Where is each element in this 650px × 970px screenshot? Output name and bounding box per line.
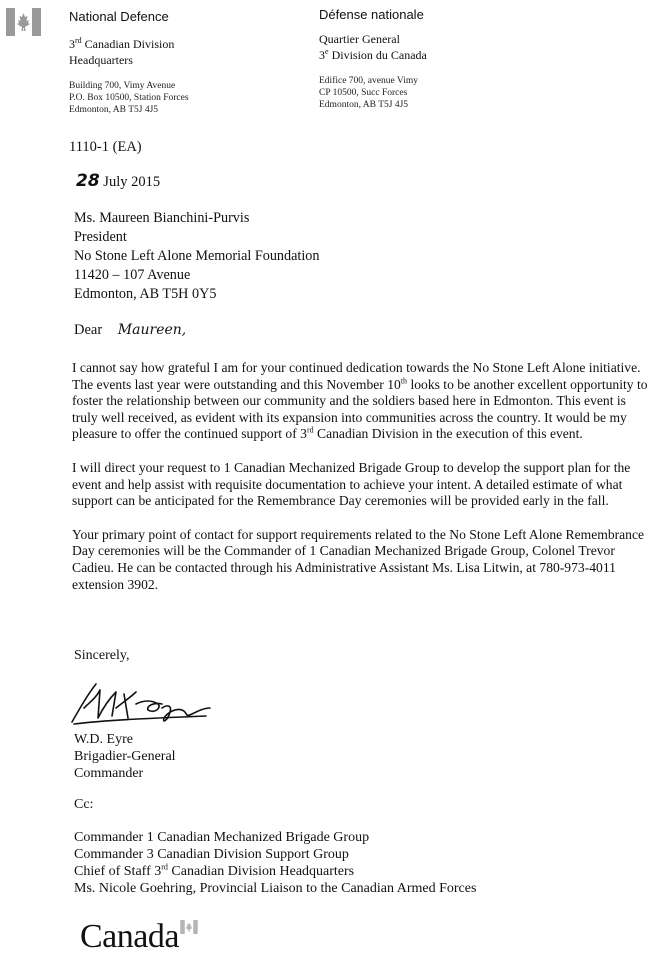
recipient-city: Edmonton, AB T5H 0Y5 (74, 286, 217, 302)
salutation: Dear Maureen, (74, 322, 187, 338)
unit-name-en: 3rd Canadian Division Headquarters (69, 36, 175, 67)
canada-flag-icon (6, 8, 41, 36)
cc-label: Cc: (74, 797, 94, 812)
recipient-address (74, 209, 320, 304)
department-name-en: National Defence (69, 9, 169, 24)
department-name-fr: Défense nationale (319, 7, 424, 22)
signer-role: Commander (74, 766, 144, 781)
paragraph-2: I will direct your request to 1 Canadian Mechanized Brigade Group to develop the support plan for the event and help assist with requisite documentation to achieve your intent. A detailed estimate of what support can be anticipated for the Remembrance Day ceremonies will be provided early in the fall. (72, 459, 631, 509)
handwritten-day: 28 (76, 171, 100, 191)
file-reference: 1110-1 (EA) (69, 139, 142, 155)
cc-line: Ms. Nicole Goehring, Provincial Liaison to the Canadian Armed Forces (74, 881, 477, 896)
recipient-street: 11420 – 107 Avenue (74, 267, 191, 283)
unit-name-fr: Quartier General 3e Division du Canada (319, 32, 427, 62)
wordmark-flag-icon (178, 920, 200, 934)
letter-body (72, 360, 648, 593)
paragraph-3: Your primary point of contact for support requirements related to the No Stone Left Alone Remembrance Day ceremonies will be the Commander of 1 Canadian Mechanized Brigade Group, Colonel Trevor Cadieu. He can be contacted through his Administrative Assistant Ms. Lisa Litwin, at 780-973-4011 extension 3902. (72, 526, 645, 592)
closing: Sincerely, (74, 648, 130, 663)
canada-wordmark: Canada (80, 918, 179, 955)
letter-date: 28 July 2015 (76, 171, 161, 191)
signer-name: W.D. Eyre (74, 732, 133, 747)
paragraph-1: I cannot say how grateful I am for your continued dedication towards the No Stone Left Alone initiative. The events last year were outstanding and this November 10th looks to be another excellent opportunity to foster the relationship between our community and the soldiers based here in Edmonton. This event is truly well received, as evident with its expansion into communities across the country. It would be my pleasure to offer the continued support of 3rd Canadian Division in the execution of this event. (72, 360, 648, 442)
cc-line: Commander 3 Canadian Division Support Group (74, 847, 349, 862)
handwritten-signature (66, 678, 216, 728)
handwritten-recipient-name: Maureen, (117, 322, 187, 338)
recipient-title: President (74, 229, 127, 245)
recipient-name: Ms. Maureen Bianchini-Purvis (74, 210, 250, 226)
signer-rank: Brigadier-General (74, 749, 176, 764)
cc-line: Commander 1 Canadian Mechanized Brigade Group (74, 830, 370, 845)
address-en: Building 700, Vimy Avenue P.O. Box 10500, Station Forces Edmonton, AB T5J 4J5 (69, 81, 189, 115)
address-fr: Edifice 700, avenue Vimy CP 10500, Succ Forces Edmonton, AB T5J 4J5 (319, 76, 418, 110)
cc-line: Chief of Staff 3rd Canadian Division Headquarters (74, 862, 355, 879)
cc-list (74, 829, 476, 897)
recipient-organization: No Stone Left Alone Memorial Foundation (74, 248, 320, 264)
signature-block (74, 731, 176, 782)
